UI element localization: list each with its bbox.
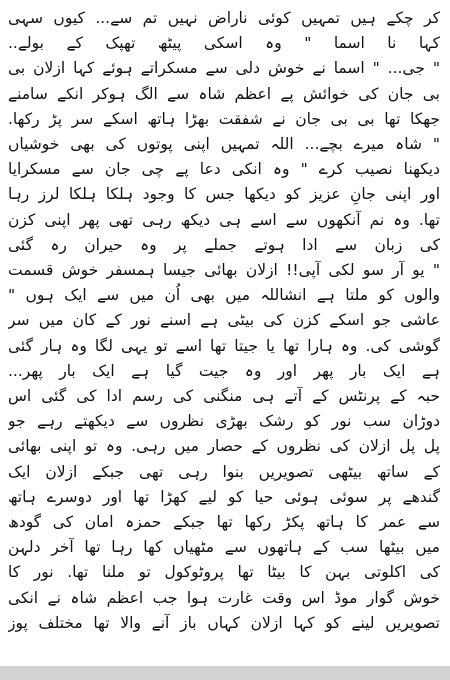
text-line: جھکا تھا بی بی جان نے شفقت بھڑا ہاتھ اسکے سر پڑ رکھا. [8,109,440,128]
bottom-bar [0,666,450,680]
text-line: " جی... " اسما نے خوش دلی سے مسکراتے ہوئے کہا ازلان بی [8,59,440,78]
text-line: گوشی کی. وہ ہارا تھا یا جیتا تھا اسے تو یہی لگا وہ ہار گئی [8,336,440,355]
text-line: تصویریں لینے کو کہا ازلان کہاں باز آنے والا تھا مختلف پوز [8,613,440,632]
text-line: " یو آر سو لکی آپی!! ازلان بھائی جیسا ہمسفر خوش قسمت [8,261,440,280]
text-line: کی زبان سے ادا ہوتے جملے پر وہ حیران رہ گئی [8,235,440,254]
text-line: کر چکے ہیں تمہیں کوئی ناراض نہیں تم سے... کیوں سہی [8,9,440,27]
text-line: بی جان کی خوائش پے اعظم شاہ سے الگ ہوکر انکے سامنے [8,84,440,103]
text-line: کی اکلوتی بہن کا بیٹا تھا پروٹوکول تو ملنا تھا. نور کا [8,563,440,582]
text-line: کہا نا اسما " وہ اسکی پیٹھ تھپک کے بولے.. [8,34,440,53]
text-line: اور اپنی جانِ عزیز کو دیکھا جس کا وجود ہلکا ہلکا لرز رہا [8,185,440,204]
text-line: والوں کو ملتا ہے انشاللہ میں بھی اُن میں سے ایک ہوں " [8,286,440,305]
text-line: میں بیٹھا سب کے ہاتھوں سے مٹھیاں کھا رہا تھا آخر دلہن [8,538,440,557]
urdu-text-body [8,6,440,636]
text-line: گندھے پر سوئی ہوئی حیا کو لیے کھڑا تھا اور دوسرے ہاتھ [8,487,440,506]
text-line: ہے ایک بار پھر اور وہ جیت گیا ہے ایک بار پھر... [8,361,440,380]
text-line: عاشی جو اسکے کزن کی بیٹی ہے اسنے نور کے کان میں سر [8,311,440,330]
text-line: حبہ کے پرنٹس کے آتے ہی منگنی کی رسم ادا کی گئی اس [8,387,440,406]
text-line: دیکھنا نصیب کرے " وہ انکی دعا پے چی جان سے مسکرایا [8,160,440,179]
text-line: پل پل ازلان کی نظروں کے حصار میں رہی. وہ تو اپنی بھائی [8,437,440,456]
text-line: خوش گوار موڈ اس وقت غارت ہوا جب اعظم شاہ نے انکی [8,588,440,607]
text-line: " شاہ میرے بچے... اللہ تمہیں اپنی پوتوں کی بھی خوشیاں [8,135,440,154]
text-line: کے ساتھ بیٹھی تصویریں بنوا رہی تھی جبکے ازلان ایک [8,462,440,481]
text-line: سے عمر کا ہاتھ پکڑ رکھا تھا جبکے حمزہ امان کی گودھ [8,513,440,532]
text-line: تھا. وہ نم آنکھوں سے اسے ہی دیکھ رہی تھی پھر اپنی کزن [8,210,440,229]
text-line: دوڑان سب نور کو رشک بھڑی نظروں سے دیکھتے رہے جو [8,412,440,431]
